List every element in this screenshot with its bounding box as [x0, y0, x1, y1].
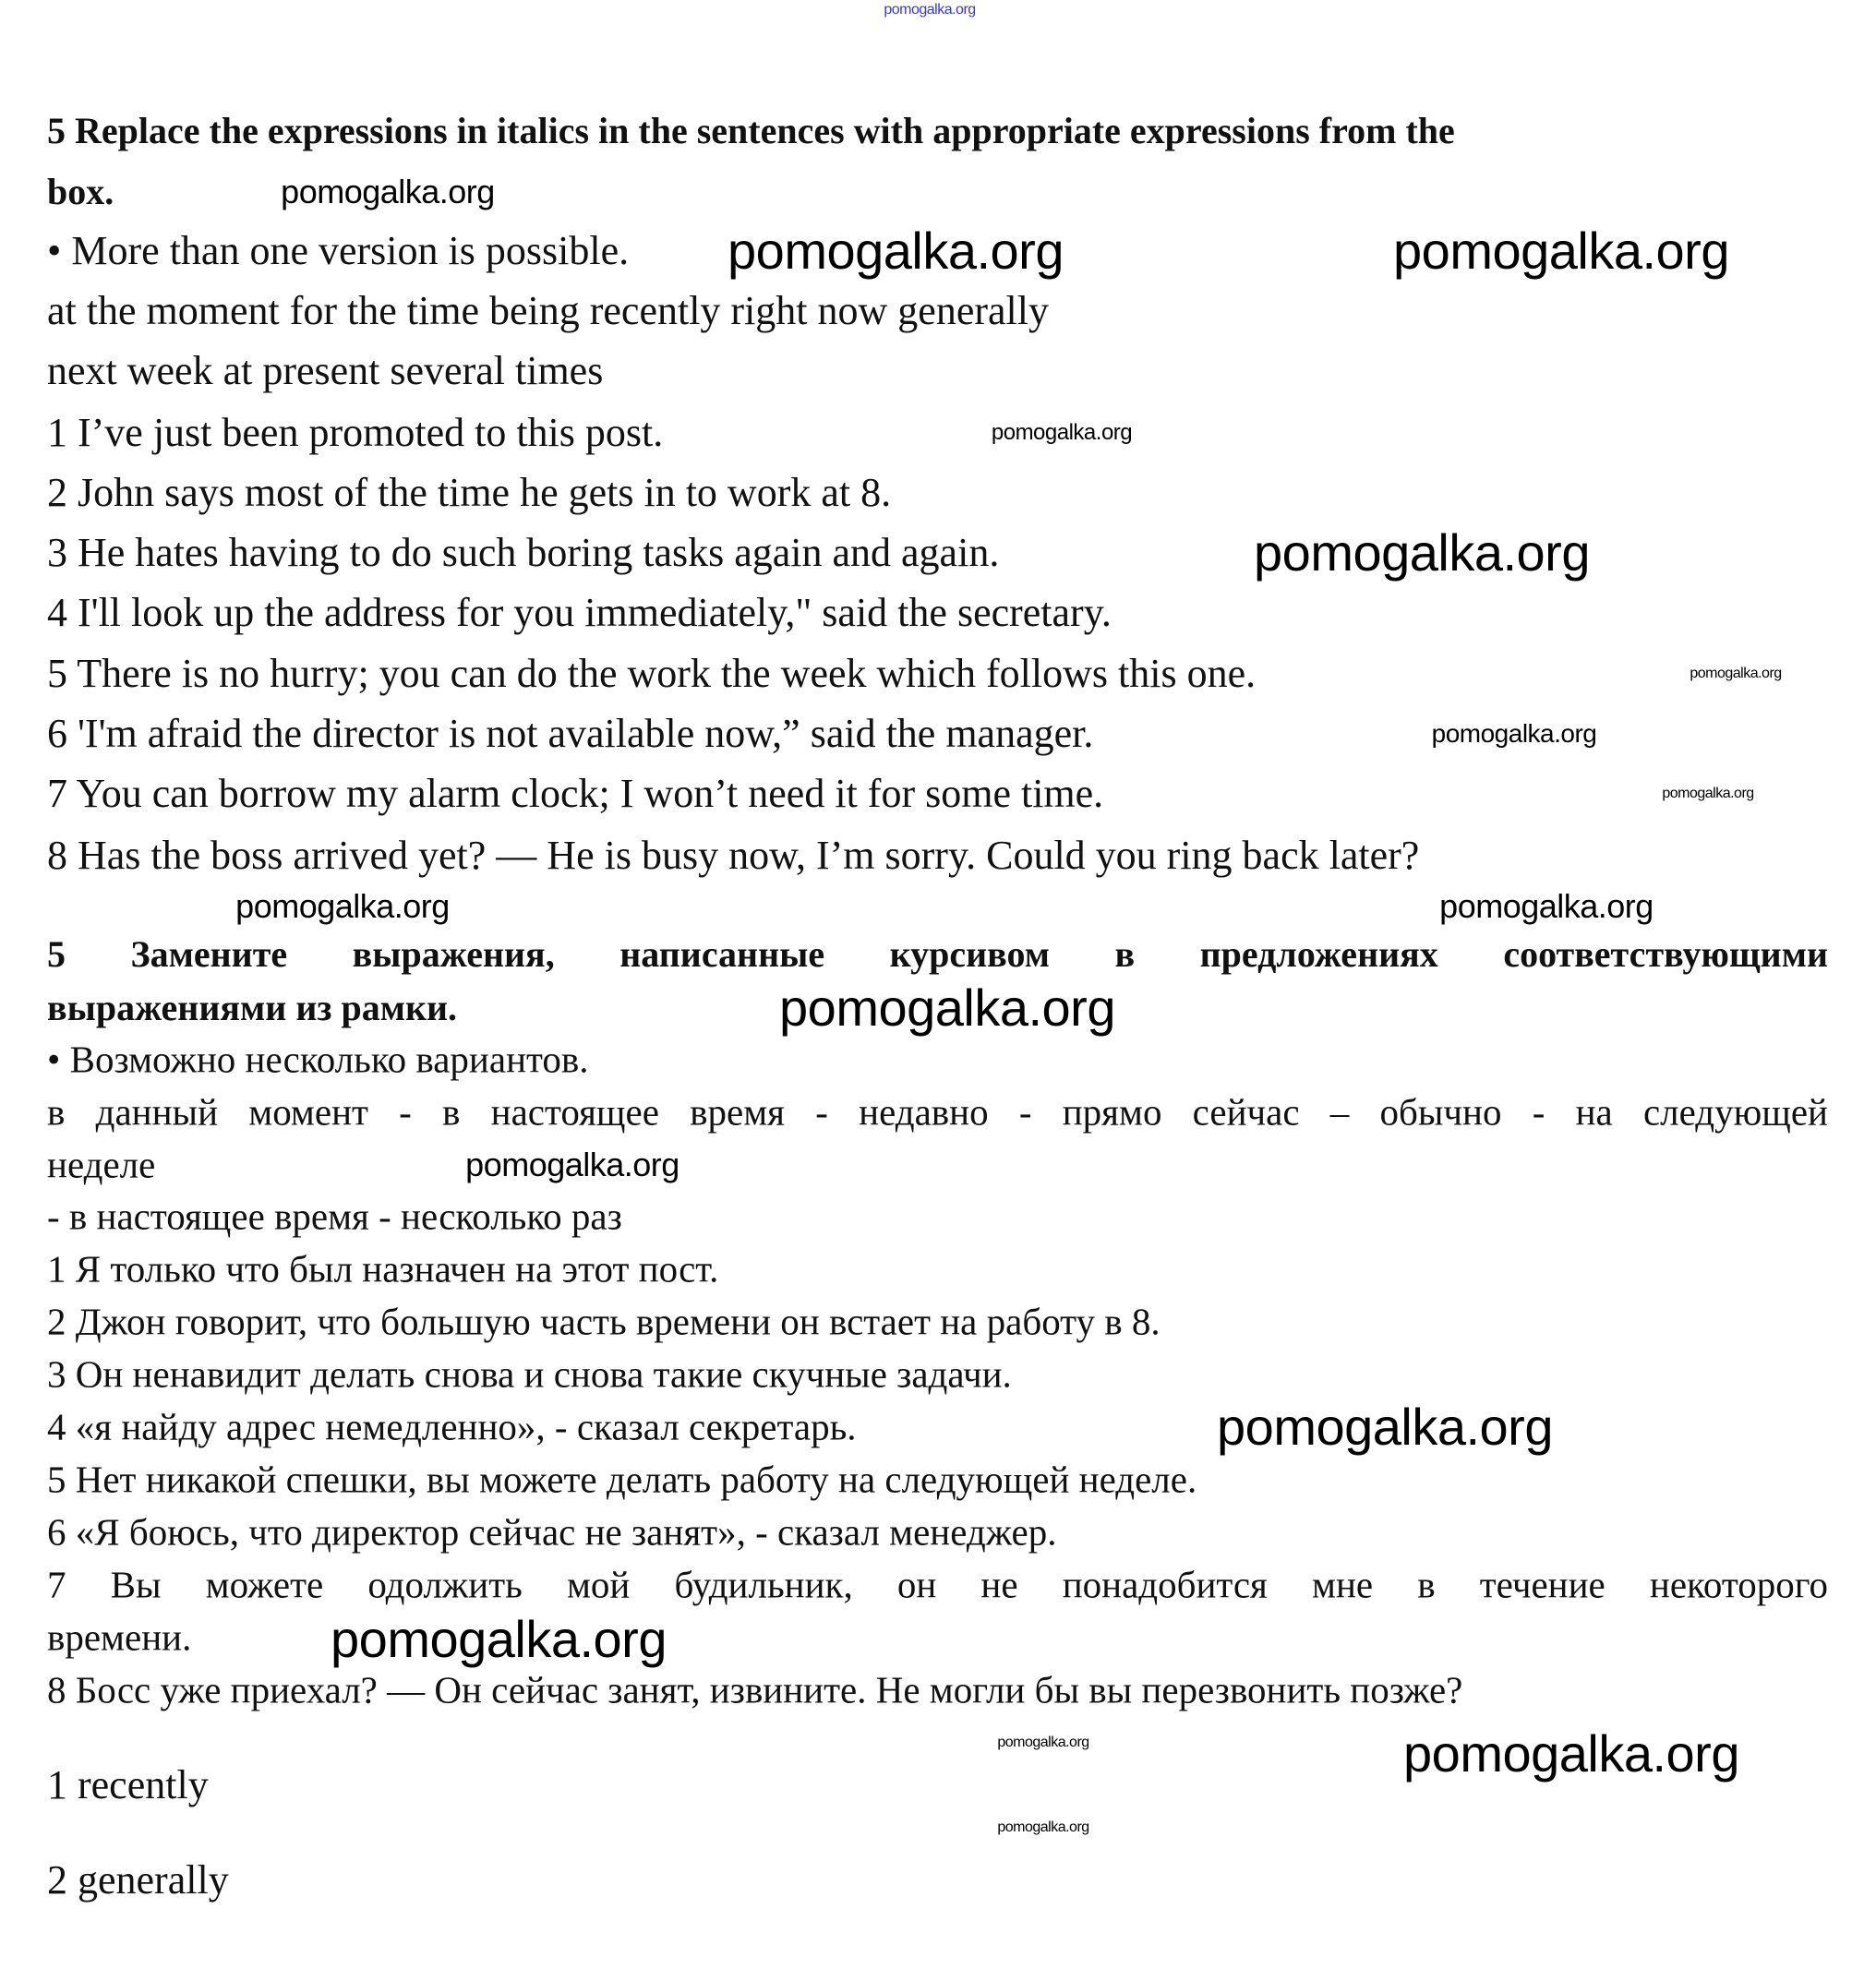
watermark: pomogalka.org	[1690, 666, 1782, 681]
exercise-heading-en: 5 Replace the expressions in italics in the sentences with appropriate expressions from the	[47, 110, 1455, 151]
watermark: pomogalka.org	[1403, 1724, 1739, 1783]
watermark: pomogalka.org	[1439, 887, 1654, 925]
exercise-note-ru: • Возможно несколько вариантов.	[47, 1038, 589, 1081]
sentence-ru: 4 «я найду адрес немедленно», - сказал секретарь.	[47, 1405, 857, 1448]
expression-box-line-ru: - в настоящее время - несколько раз	[47, 1195, 622, 1238]
expression-box-line: next week at present several times	[47, 347, 604, 393]
expression-box-line-ru: неделе	[47, 1143, 156, 1186]
watermark: pomogalka.org	[1431, 719, 1597, 748]
sentence-en: 5 There is no hurry; you can do the work the week which follows this one.	[47, 650, 1257, 696]
watermark: pomogalka.org	[281, 173, 495, 210]
sentence-ru: 6 «Я боюсь, что директор сейчас не занят», - сказал менеджер.	[47, 1510, 1057, 1554]
watermark: pomogalka.org	[235, 887, 450, 925]
sentence-en: 4 I'll look up the address for you immediately," said the secretary.	[47, 589, 1112, 635]
watermark: pomogalka.org	[991, 420, 1133, 445]
watermark: pomogalka.org	[465, 1146, 679, 1183]
watermark: pomogalka.org	[997, 1819, 1089, 1835]
watermark: pomogalka.org	[1254, 523, 1590, 582]
sentence-ru: 1 Я только что был назначен на этот пост.	[47, 1247, 719, 1291]
sentence-ru-cont: времени.	[47, 1615, 192, 1659]
watermark: pomogalka.org	[1393, 222, 1729, 280]
sentence-ru: 2 Джон говорит, что большую часть времени он встает на работу в 8.	[47, 1300, 1160, 1343]
exercise-note-en: • More than one version is possible.	[47, 227, 630, 273]
sentence-ru: 5 Нет никакой спешки, вы можете делать работу на следующей неделе.	[47, 1458, 1197, 1501]
sentence-ru: 7 Вы можете одолжить мой будильник, он не понадобится мне в течение некоторого	[47, 1563, 1828, 1606]
watermark: pomogalka.org	[1662, 786, 1754, 801]
top-watermark[interactable]: pomogalka.org	[884, 2, 976, 18]
watermark: pomogalka.org	[1217, 1398, 1553, 1456]
sentence-en: 2 John says most of the time he gets in to work at 8.	[47, 469, 892, 515]
watermark: pomogalka.org	[331, 1610, 667, 1668]
exercise-heading-ru: 5 Замените выражения, написанные курсивом в предложениях соответствующими	[47, 933, 1828, 975]
sentence-en: 3 He hates having to do such boring tasks again and again.	[47, 529, 1000, 575]
sentence-ru: 8 Босс уже приехал? — Он сейчас занят, извините. Не могли бы вы перезвонить позже?	[47, 1668, 1463, 1711]
watermark: pomogalka.org	[997, 1735, 1089, 1750]
expression-box-line: at the moment for the time being recently right now generally	[47, 287, 1049, 333]
sentence-ru: 3 Он ненавидит делать снова и снова такие скучные задачи.	[47, 1352, 1012, 1396]
sentence-en: 7 You can borrow my alarm clock; I won’t need it for some time.	[47, 770, 1104, 816]
sentence-en: 8 Has the boss arrived yet? — He is busy now, I’m sorry. Could you ring back later?	[47, 832, 1420, 878]
answer-item: 1 recently	[47, 1761, 209, 1807]
watermark: pomogalka.org	[728, 222, 1064, 280]
answer-item: 2 generally	[47, 1856, 229, 1903]
sentence-en: 1 I’ve just been promoted to this post.	[47, 409, 664, 455]
watermark: pomogalka.org	[779, 978, 1115, 1037]
exercise-heading-en-cont: box.	[47, 171, 114, 212]
sentence-en: 6 'I'm afraid the director is not available now,” said the manager.	[47, 710, 1094, 756]
expression-box-line-ru: в данный момент - в настоящее время - недавно - прямо сейчас – обычно - на следующей	[47, 1090, 1828, 1134]
exercise-heading-ru-cont: выражениями из рамки.	[47, 987, 458, 1028]
